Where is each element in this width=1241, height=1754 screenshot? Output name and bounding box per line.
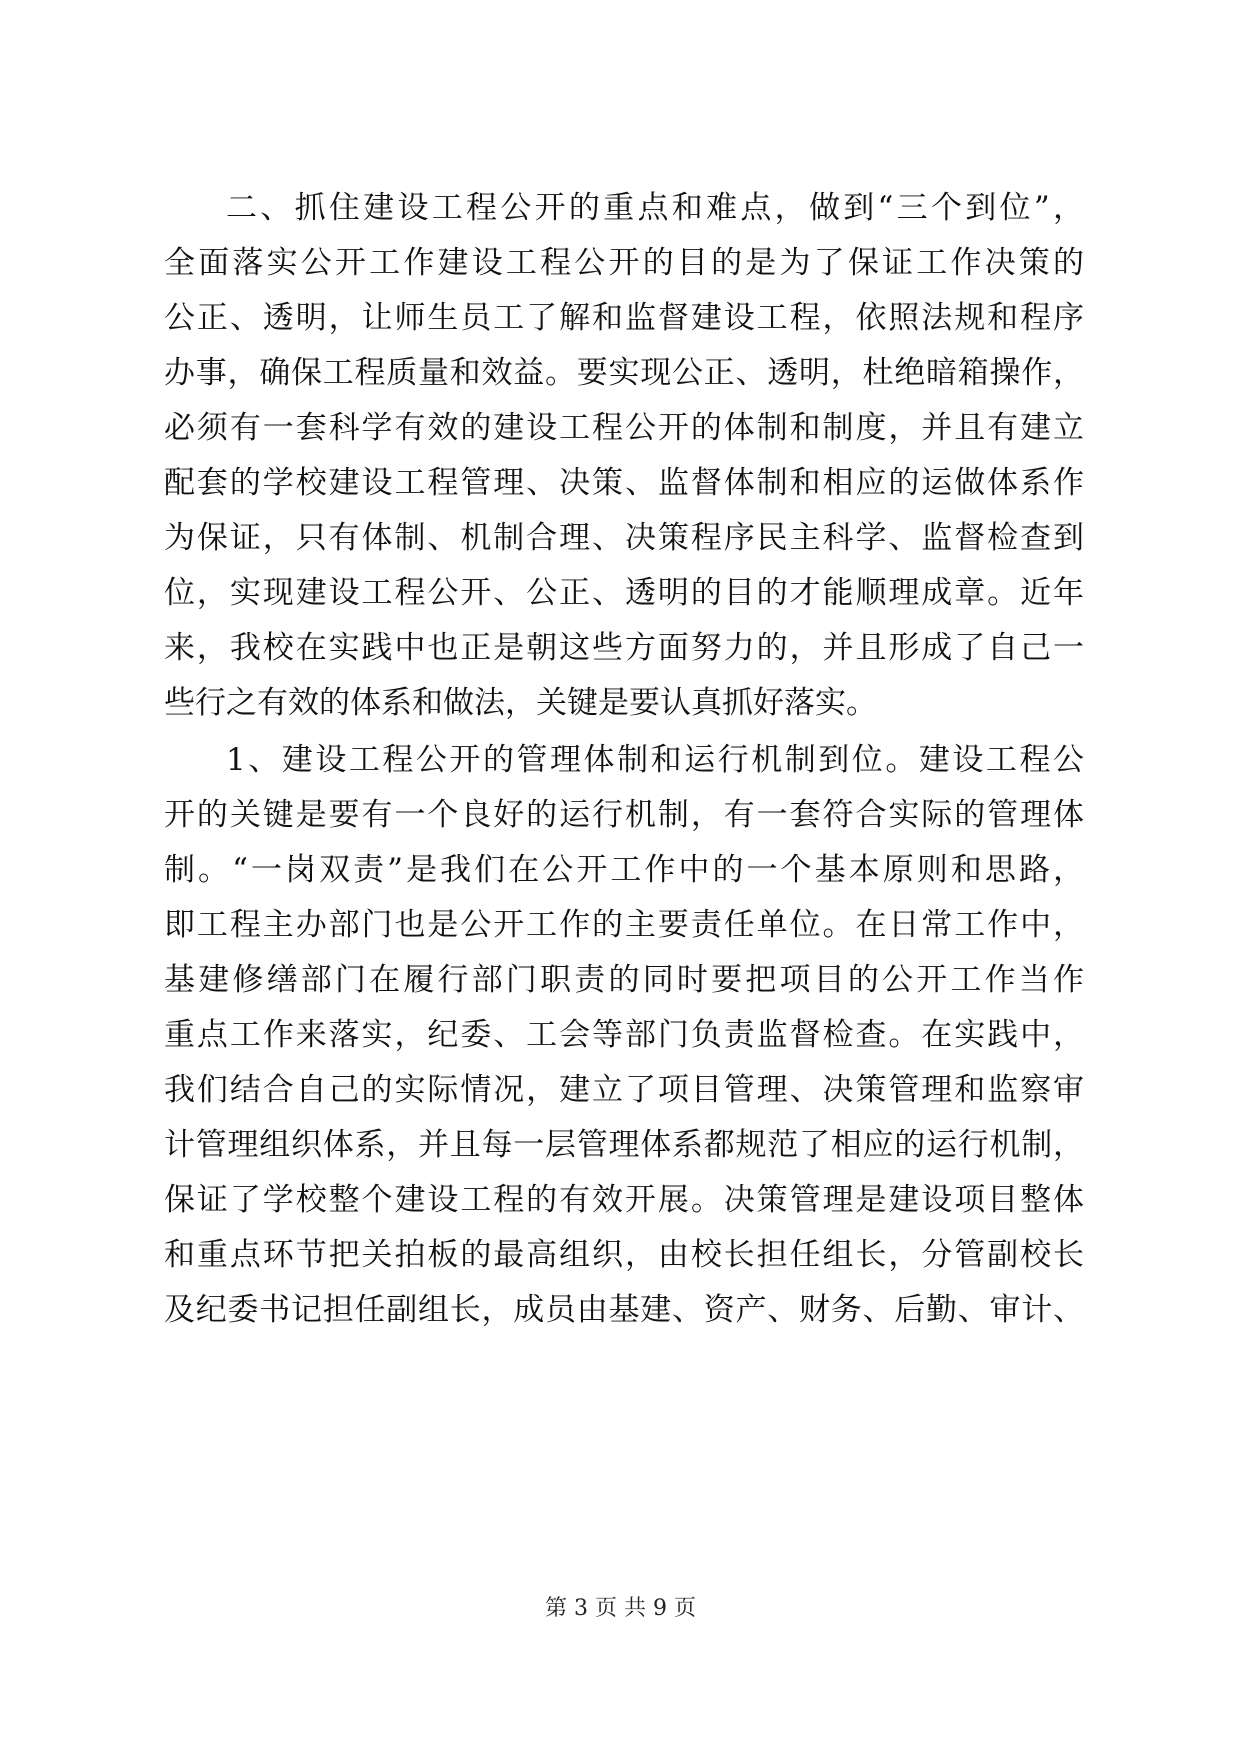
paragraph-2-line-3: 制。“一岗双责”是我们在公开工作中的一个基本原则和思路， — [164, 852, 1084, 888]
paragraph-2-line-11: 及纪委书记担任副组长，成员由基建、资产、财务、后勤、审计、 — [164, 1292, 1084, 1328]
paragraph-1-line-4: 办事，确保工程质量和效益。要实现公正、透明，杜绝暗箱操作， — [164, 355, 1084, 391]
paragraph-2-line-7: 我们结合自己的实际情况，建立了项目管理、决策管理和监察审 — [164, 1072, 1084, 1108]
paragraph-1-line-7: 为保证，只有体制、机制合理、决策程序民主科学、监督检查到 — [164, 520, 1084, 556]
paragraph-1-line-6: 配套的学校建设工程管理、决策、监督体制和相应的运做体系作 — [164, 465, 1084, 501]
paragraph-1-line-3: 公正、透明，让师生员工了解和监督建设工程，依照法规和程序 — [164, 300, 1084, 336]
paragraph-2-line-2: 开的关键是要有一个良好的运行机制，有一套符合实际的管理体 — [164, 797, 1084, 833]
paragraph-2-line-8: 计管理组织体系，并且每一层管理体系都规范了相应的运行机制， — [164, 1127, 1084, 1163]
paragraph-2-line-9: 保证了学校整个建设工程的有效开展。决策管理是建设项目整体 — [164, 1182, 1084, 1218]
paragraph-2-line-6: 重点工作来落实，纪委、工会等部门负责监督检查。在实践中， — [164, 1017, 1084, 1053]
paragraph-1-line-10: 些行之有效的体系和做法，关键是要认真抓好落实。 — [164, 685, 877, 721]
paragraph-1-line-2: 全面落实公开工作建设工程公开的目的是为了保证工作决策的 — [164, 245, 1084, 281]
paragraph-2-line-10: 和重点环节把关拍板的最高组织，由校长担任组长，分管副校长 — [164, 1237, 1084, 1273]
paragraph-1-line-5: 必须有一套科学有效的建设工程公开的体制和制度，并且有建立 — [164, 410, 1084, 446]
paragraph-1-line-1: 二、抓住建设工程公开的重点和难点，做到“三个到位”， — [226, 190, 1084, 226]
paragraph-2-line-5: 基建修缮部门在履行部门职责的同时要把项目的公开工作当作 — [164, 962, 1084, 998]
paragraph-1-line-9: 来，我校在实践中也正是朝这些方面努力的，并且形成了自己一 — [164, 630, 1084, 666]
paragraph-2-line-4: 即工程主办部门也是公开工作的主要责任单位。在日常工作中， — [164, 907, 1084, 943]
paragraph-2-line-1: 1、建设工程公开的管理体制和运行机制到位。建设工程公 — [226, 742, 1084, 778]
paragraph-1-line-8: 位，实现建设工程公开、公正、透明的目的才能顺理成章。近年 — [164, 575, 1084, 611]
page-footer: 第 3 页 共 9 页 — [545, 1596, 696, 1621]
